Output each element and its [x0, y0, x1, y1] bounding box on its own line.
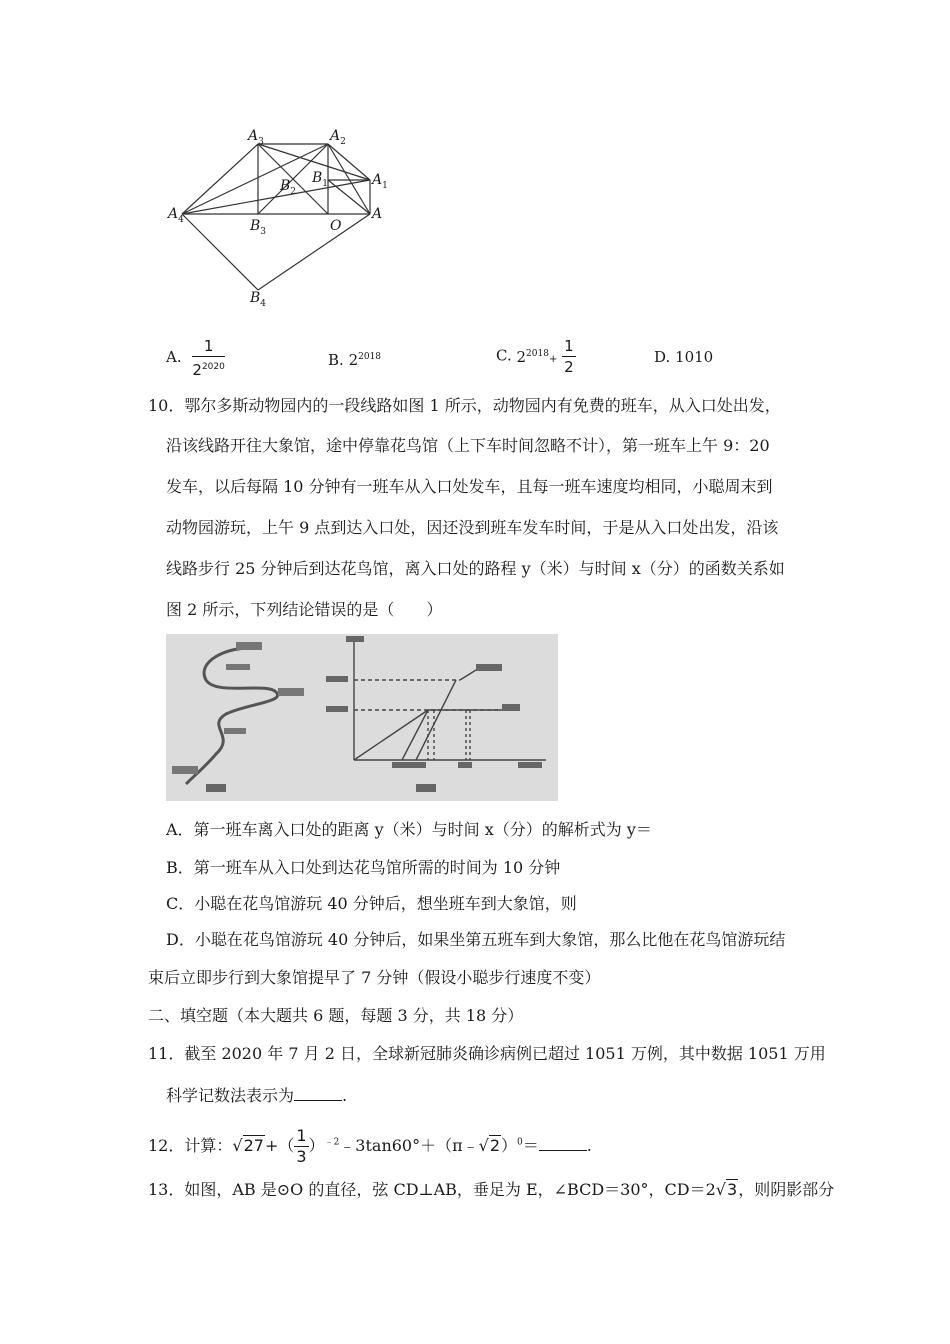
q10-line-6: 图 2 所示，下列结论错误的是（ ）: [166, 600, 443, 619]
point-label-a: A: [372, 206, 383, 222]
q10-line-5: 线路步行 25 分钟后到达花鸟馆，离入口处的路程 y（米）与时间 x（分）的函数关系如: [166, 559, 785, 578]
q9-option-b: B. $2^{2018}$: [328, 351, 382, 369]
q10-option-a: A．第一班车离入口处的距离 y（米）与时间 x（分）的解析式为 y＝: [166, 820, 652, 839]
q10-line-2: 沿该线路开往大象馆，途中停靠花鸟馆（上下车时间忽略不计），第一班车上午 9：20: [166, 436, 770, 455]
q10-option-d: D．小聪在花鸟馆游玩 40 分钟后，如果坐第五班车到大象馆，那么比他在花鸟馆游玩结: [166, 930, 786, 949]
point-label-a4: $A_4$: [168, 206, 184, 225]
q12-expression: 12．计算：√27+（ $\frac{1}{3}$ ）$^{﹣2}$﹣3tan60°＋（π﹣√2）$^0$＝ .: [148, 1126, 592, 1166]
q9-option-c: C. $2^{2018}+$ $\frac{1}{2}$: [496, 337, 574, 376]
point-label-a1: $A_1$: [372, 172, 388, 191]
q9-option-d: D. 1010: [654, 348, 714, 366]
q10-line-3: 发车，以后每隔 10 分钟有一班车从入口处发车，且每一班车速度均相同，小聪周末到: [166, 477, 773, 496]
geometry-figure-q9: [160, 120, 400, 320]
q10-option-c: C．小聪在花鸟馆游玩 40 分钟后，想坐班车到大象馆，则: [166, 894, 577, 913]
q13-line-1: 13．如图，AB 是⊙O 的直径，弦 CD⊥AB，垂足为 E，∠BCD＝30°，CD＝2√3，则阴影部分: [148, 1180, 835, 1199]
q10-line-4: 动物园游玩，上午 9 点到达入口处，因还没到班车发车时间，于是从入口处出发，沿该: [166, 518, 779, 537]
q11-line-1: 11．截至 2020 年 7 月 2 日，全球新冠肺炎确诊病例已超过 1051 万例，其中数据 1051 万用: [148, 1044, 826, 1063]
point-label-b2: $B_2$: [280, 178, 297, 197]
point-label-b1: $B_1$: [312, 170, 329, 189]
point-label-b4: $B_4$: [250, 290, 267, 309]
q10-option-b: B．第一班车从入口处到达花鸟馆所需的时间为 10 分钟: [166, 858, 561, 877]
point-label-a3: $A_3$: [248, 128, 264, 147]
section-heading-fill-blank: 二、填空题（本大题共 6 题，每题 3 分，共 18 分）: [148, 1006, 524, 1025]
point-label-o: O: [330, 218, 342, 234]
answer-blank[interactable]: [294, 1084, 342, 1101]
point-label-a2: $A_2$: [330, 128, 346, 147]
q11-line-2: 科学记数法表示为 .: [166, 1086, 348, 1105]
point-label-b3: $B_3$: [250, 218, 267, 237]
q10-line-1: 10．鄂尔多斯动物园内的一段线路如图 1 所示，动物园内有免费的班车，从入口处出发，: [148, 396, 781, 415]
q10-figure-image: [166, 634, 558, 801]
answer-blank[interactable]: [539, 1134, 587, 1151]
q9-option-a: A. $\frac{1}{2^{2020}}$: [166, 337, 225, 379]
q10-option-d-continued: 束后立即步行到大象馆提早了 7 分钟（假设小聪步行速度不变）: [148, 968, 601, 987]
